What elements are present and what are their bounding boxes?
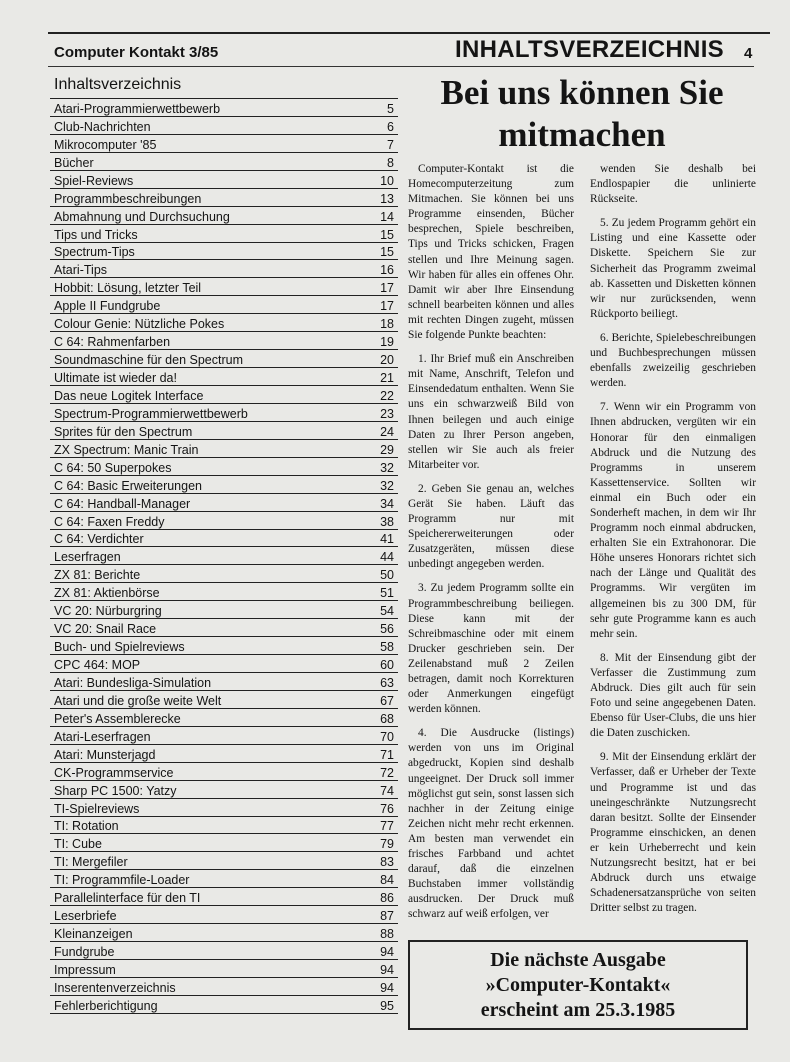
article-paragraph: 5. Zu jedem Programm gehört ein Listing und eine Kassette oder Diskette. Speichern Sie zur Sicherheit das Programm zweimal ab. Kassetten und Disketten können wir nur zurücksenden, wenn Rückporto beiliegt. [590, 217, 756, 320]
toc-item-page: 17 [380, 281, 394, 296]
toc-item [50, 727, 398, 745]
toc-item [50, 440, 398, 458]
toc-item [50, 207, 398, 225]
toc-item-page: 20 [380, 353, 394, 368]
article-headline [408, 72, 756, 156]
toc-item-label: C 64: Basic Erweiterungen [54, 478, 202, 493]
toc-item-label: VC 20: Nürburgring [54, 604, 162, 619]
toc-item [50, 817, 398, 835]
toc-item-label: Spectrum-Tips [54, 245, 135, 260]
toc-item-page: 16 [380, 263, 394, 278]
header-rule [48, 66, 754, 67]
toc-item-page: 94 [380, 980, 394, 995]
toc-item-page: 18 [380, 317, 394, 332]
toc-item-label: VC 20: Snail Race [54, 622, 157, 637]
toc-item-label: TI: Cube [54, 837, 102, 852]
toc-item-page: 24 [380, 424, 394, 439]
article-columns [408, 162, 756, 932]
toc-item-label: TI-Spielreviews [54, 801, 140, 816]
toc-item-page: 72 [380, 765, 394, 780]
toc-item [50, 745, 398, 763]
toc-item-page: 41 [380, 532, 394, 547]
toc-item [50, 117, 398, 135]
toc-item-page: 29 [380, 442, 394, 457]
toc-list [50, 99, 398, 1014]
toc-item-page: 32 [380, 478, 394, 493]
toc-item-label: Spectrum-Programmierwettbewerb [54, 406, 248, 421]
article [408, 72, 756, 921]
toc-item-label: Sharp PC 1500: Yatzy [54, 783, 177, 798]
toc-item-page: 56 [380, 622, 394, 637]
toc-item-label: Buch- und Spielreviews [54, 640, 185, 655]
toc-item [50, 368, 398, 386]
toc-item-page: 87 [380, 909, 394, 924]
toc-item-page: 5 [387, 101, 394, 116]
toc-item [50, 637, 398, 655]
toc-item-page: 8 [387, 155, 394, 170]
toc-item-page: 86 [380, 891, 394, 906]
toc-item-page: 10 [380, 173, 394, 188]
toc-item-page: 63 [380, 675, 394, 690]
toc-item-label: Inserentenverzeichnis [54, 980, 176, 995]
toc-item [50, 99, 398, 117]
toc-item [50, 386, 398, 404]
article-paragraph: 4. Die Ausdrucke (listings) werden von uns im Original abgedruckt, Kopien sind deshalb ungeeignet. Der Druck soll immer möglichst gut sein, sonst lassen sich nachher in der Zeitung einige Zeichen nicht mehr recht erkennen. Am besten man verwendet ein frisches Farbband und achtet darauf, daß die einzelnen Buchstaben immer vollständig ausdrucken. Der Druck muß schwarz auf weiß erfolgen, ver [408, 727, 574, 921]
toc-item-page: 13 [380, 191, 394, 206]
top-rule [48, 32, 770, 34]
toc-item [50, 458, 398, 476]
toc-item [50, 601, 398, 619]
toc-item-page: 76 [380, 801, 394, 816]
article-paragraph: wenden Sie deshalb bei Endlospapier die unlinierte Rückseite. [590, 163, 756, 206]
toc-item [50, 153, 398, 171]
toc-item-page: 79 [380, 837, 394, 852]
toc-item-label: Apple II Fundgrube [54, 299, 161, 314]
toc-item [50, 225, 398, 243]
toc-item [50, 978, 398, 996]
toc-item-page: 60 [380, 658, 394, 672]
toc-item-page: 51 [380, 586, 394, 601]
toc-item [50, 547, 398, 565]
article-paragraph: 9. Mit der Einsendung erklärt der Verfasser, daß er Urheber der Texte und Programme ist und das uneingeschränkte Nutzungsrecht daran besitzt. Sollte der Einsender Programme einschicken, an denen er kein Urheberrecht und kein Nutzungsrecht besitzt, hat er bei Abdruck durch uns etwaige Schadenersatzansprüche von seiten Dritter selbst zu tragen. [590, 751, 756, 915]
toc-item-page: 94 [380, 945, 394, 959]
toc-item [50, 189, 398, 207]
toc-item-page: 68 [380, 711, 394, 726]
toc-item-label: Leserbriefe [54, 909, 117, 924]
toc-item [50, 960, 398, 978]
toc-item-label: Club-Nachrichten [54, 119, 151, 134]
toc-item [50, 278, 398, 296]
toc-item-page: 84 [380, 873, 394, 888]
toc-item-label: Das neue Logitek Interface [54, 388, 204, 403]
toc-item-label: Kleinanzeigen [54, 927, 133, 942]
toc-item-page: 70 [380, 729, 394, 744]
toc-item-page: 15 [380, 245, 394, 260]
toc-item-page: 38 [380, 514, 394, 529]
toc-item-page: 50 [380, 568, 394, 583]
notice-line-3: erscheint am 25.3.1985 [480, 999, 676, 1021]
toc-item-page: 77 [380, 819, 394, 834]
toc-item-label: C 64: Handball-Manager [54, 496, 191, 511]
toc-item-page: 67 [380, 693, 394, 708]
toc-item-page: 22 [380, 388, 394, 403]
toc-item [50, 763, 398, 781]
toc-item-page: 32 [380, 460, 394, 475]
toc-item-label: Atari-Leserfragen [54, 729, 151, 744]
toc-item-label: CPC 464: MOP [54, 658, 141, 672]
toc-item-label: Fehlerberichtigung [54, 998, 158, 1013]
toc-item-page: 17 [380, 299, 394, 314]
next-issue-notice [408, 940, 748, 1030]
toc-item-label: Atari: Bundesliga-Simulation [54, 675, 212, 690]
toc-item [50, 673, 398, 691]
toc-item [50, 260, 398, 278]
toc-item-page: 14 [380, 209, 394, 224]
toc-item-page: 7 [387, 137, 394, 152]
toc-item-page: 23 [380, 406, 394, 421]
toc-item-label: Atari-Programmierwettbewerb [54, 101, 221, 116]
toc-item-label: Programmbeschreibungen [54, 191, 202, 206]
toc-item [50, 171, 398, 189]
toc-item-label: Leserfragen [54, 550, 121, 565]
article-paragraph: 1. Ihr Brief muß ein Anschreiben mit Name, Anschrift, Telefon und Einsendedatum enthalten. Wenn Sie uns ein schwarzweiß Bild von Ihnen beilegen und auch einige Daten zu Ihrer Person angeben, stellen wir Sie auch als freier Mitarbeiter vor. [408, 353, 574, 471]
toc-item-page: 54 [380, 604, 394, 619]
toc-item-page: 58 [380, 640, 394, 655]
toc-item-label: ZX Spectrum: Manic Train [54, 442, 199, 457]
toc-item-label: Impressum [54, 962, 116, 977]
toc-item-label: Ultimate ist wieder da! [54, 371, 177, 385]
toc-item-page: 71 [380, 747, 394, 762]
article-paragraph: 8. Mit der Einsendung gibt der Verfasser die Zustimmung zum Abdruck. Dies gilt auch für sein Foto und seine angegebenen Daten. Ebenso für User-Clubs, die uns hier die Daten zuschicken. [590, 651, 756, 740]
toc-item [50, 314, 398, 332]
toc-item [50, 781, 398, 799]
toc-item [50, 799, 398, 817]
article-paragraph: 6. Berichte, Spielebeschreibungen und Buchbesprechungen müssen ebenfalls zweizeilig geschrieben werden. [590, 331, 756, 390]
article-column-2 [590, 162, 756, 932]
toc-item-label: Parallelinterface für den TI [54, 891, 201, 906]
toc-item [50, 476, 398, 494]
page-number: 4 [744, 45, 753, 62]
toc-item-label: Abmahnung und Durchsuchung [54, 209, 230, 224]
toc-item [50, 530, 398, 548]
toc-item-page: 94 [380, 962, 394, 977]
toc-item-page: 95 [380, 998, 394, 1013]
toc-item-label: C 64: 50 Superpokes [54, 460, 172, 475]
toc-item [50, 906, 398, 924]
toc-item-label: TI: Rotation [54, 819, 119, 834]
toc-item [50, 691, 398, 709]
toc-item-label: Atari: Munsterjagd [54, 747, 156, 762]
notice-line-1: Die nächste Ausgabe [490, 949, 666, 971]
issue-label: Computer Kontakt 3/85 [54, 44, 219, 61]
toc-item [50, 996, 398, 1014]
toc-item [50, 583, 398, 601]
toc-item-label: Tips und Tricks [54, 227, 138, 242]
toc-item [50, 565, 398, 583]
toc-item-page: 88 [380, 927, 394, 942]
toc-item-label: TI: Mergefiler [54, 855, 128, 870]
headline-line-1: Bei uns können Sie [440, 73, 724, 112]
article-paragraph: 3. Zu jedem Programm sollte ein Programmbeschreibung beiliegen. Diese kann mit der Schreibmaschine oder mit einem Drucker geschrieben sein. Der Zeilenabstand muß 2 Zeilen betragen, damit noch Korrekturen oder Anmerkungen eingefügt werden können. [408, 582, 574, 716]
section-title: INHALTSVERZEICHNIS [455, 36, 724, 63]
toc-item-label: CK-Programmservice [54, 765, 174, 780]
toc-item-label: ZX 81: Aktienbörse [54, 586, 160, 601]
toc-item [50, 888, 398, 906]
toc-item-page: 6 [387, 119, 394, 134]
toc-item-label: TI: Programmfile-Loader [54, 873, 190, 888]
toc-item-page: 15 [380, 227, 394, 242]
toc-item-page: 34 [380, 496, 394, 511]
toc-item-page: 44 [380, 550, 394, 565]
toc-item [50, 243, 398, 261]
notice-line-2: »Computer-Kontakt« [485, 974, 671, 996]
toc-item-label: Peter's Assemblerecke [54, 711, 181, 726]
toc-item [50, 512, 398, 530]
toc-item [50, 870, 398, 888]
toc-item-label: Bücher [54, 155, 94, 170]
toc-title: Inhaltsverzeichnis [50, 76, 398, 99]
toc-item-label: C 64: Faxen Freddy [54, 514, 165, 529]
headline-line-2: mitmachen [498, 115, 666, 154]
toc-item [50, 404, 398, 422]
article-paragraph: 2. Geben Sie genau an, welches Gerät Sie haben. Läuft das Programm nur mit Speichererweiterungen oder Zusatzgeräten, müssen diese unbedingt angegeben werden. [408, 482, 574, 571]
toc-item [50, 709, 398, 727]
toc-item-label: Mikrocomputer '85 [54, 137, 157, 152]
article-paragraph: Computer-Kontakt ist die Homecomputerzeitung zum Mitmachen. Sie können bei uns Programme einsenden, Bücher besprechen, Spiele beschreiben, Tips und Tricks schicken, Fragen stellen und Ihre Meinung sagen. Wir haben für alles ein offenes Ohr. Damit wir aber Ihre Einsendung schnell bearbeiten können und alles mit rechten Dingen zugeht, müssen Sie folgende Punkte beachten: [408, 163, 574, 342]
article-column-1 [408, 162, 574, 932]
toc-item [50, 332, 398, 350]
toc-item-label: Soundmaschine für den Spectrum [54, 353, 243, 368]
toc-item [50, 350, 398, 368]
article-paragraph: 7. Wenn wir ein Programm von Ihnen abdrucken, vergüten wir ein Honorar für den einmaligen Abdruck und die Nutzung des Programms in unserem Kassettenservice. Sollten wir einmal ein Buch oder ein Sonderheft machen, in dem wir Ihr Programm noch einmal abdrucken, erhalten Sie ein Extrahonorar. Die Höhe unseres Honorars richtet sich nach der Länge und Qualität des Programms. Wir vergüten im allgemeinen bis zu 300 DM, für sehr gute Programme kann es auch mehr sein. [590, 401, 756, 640]
toc-item [50, 852, 398, 870]
toc-item [50, 619, 398, 637]
toc-item-page: 74 [380, 783, 394, 798]
toc-item-page: 19 [380, 335, 394, 350]
toc-item-label: Atari-Tips [54, 263, 108, 278]
toc-item-label: Spiel-Reviews [54, 173, 134, 188]
toc-item-label: Sprites für den Spectrum [54, 424, 193, 439]
toc-item-label: C 64: Rahmenfarben [54, 335, 171, 350]
toc-item [50, 942, 398, 960]
toc-item-label: Hobbit: Lösung, letzter Teil [54, 281, 202, 296]
toc-item-page: 83 [380, 855, 394, 870]
toc-item-label: ZX 81: Berichte [54, 568, 141, 583]
toc-item-label: Colour Genie: Nützliche Pokes [54, 317, 225, 332]
toc-item-label: Fundgrube [54, 945, 115, 959]
toc-item [50, 834, 398, 852]
toc-item-label: C 64: Verdichter [54, 532, 144, 547]
toc-item [50, 924, 398, 942]
toc-item-label: Atari und die große weite Welt [54, 693, 222, 708]
toc-item [50, 655, 398, 673]
toc-item [50, 135, 398, 153]
table-of-contents [50, 76, 398, 1014]
toc-item [50, 296, 398, 314]
toc-item [50, 422, 398, 440]
toc-item-page: 21 [380, 371, 394, 385]
toc-item [50, 494, 398, 512]
